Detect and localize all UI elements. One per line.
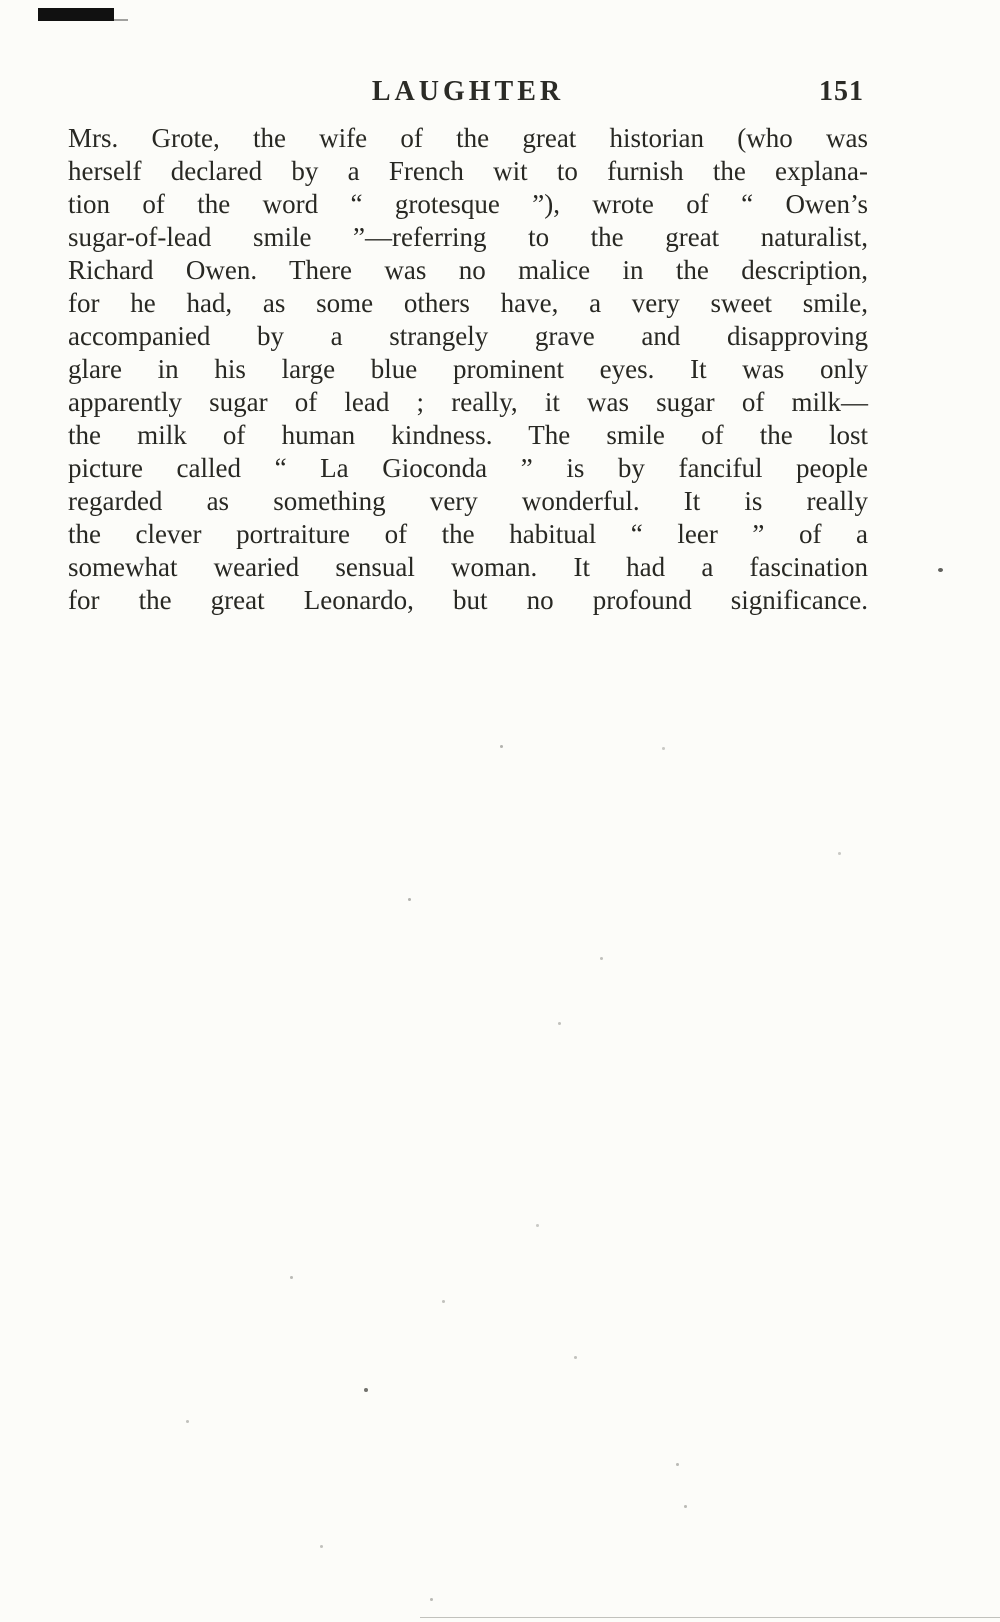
scan-speck xyxy=(574,1356,577,1359)
text-line: somewhat wearied sensual woman. It had a fascination xyxy=(68,552,868,582)
scan-artifact-tail xyxy=(114,19,128,21)
scan-speck xyxy=(186,1420,189,1423)
scan-speck xyxy=(938,568,943,572)
scan-speck xyxy=(442,1300,445,1303)
scan-speck xyxy=(684,1505,687,1508)
text-line: glare in his large blue prominent eyes. It was only xyxy=(68,354,868,384)
text-line: Richard Owen. There was no malice in the description, xyxy=(68,255,868,285)
scan-speck xyxy=(364,1388,368,1392)
text-line: sugar-of-lead smile ”—referring to the great naturalist, xyxy=(68,222,868,252)
text-line: regarded as something very wonderful. It is really xyxy=(68,486,868,516)
scan-speck xyxy=(662,747,665,750)
text-line: for he had, as some others have, a very sweet smile, xyxy=(68,288,868,318)
page-number: 151 xyxy=(819,76,864,107)
scan-speck xyxy=(838,852,841,855)
scan-speck xyxy=(600,957,603,960)
scan-speck xyxy=(408,898,411,901)
scan-speck xyxy=(536,1224,539,1227)
page-header xyxy=(68,76,868,110)
running-title: LAUGHTER xyxy=(371,76,565,107)
text-line: for the great Leonardo, but no profound significance. xyxy=(68,585,868,615)
text-line: Mrs. Grote, the wife of the great historian (who was xyxy=(68,123,868,153)
text-line: herself declared by a French wit to furnish the explana- xyxy=(68,156,868,186)
scan-edge-line xyxy=(420,1617,1000,1618)
scan-speck xyxy=(676,1463,679,1466)
scan-speck xyxy=(290,1276,293,1279)
scan-speck xyxy=(430,1598,433,1601)
text-line: the milk of human kindness. The smile of the lost xyxy=(68,420,868,450)
text-line: the clever portraiture of the habitual “ leer ” of a xyxy=(68,519,868,549)
text-line: tion of the word “ grotesque ”), wrote of “ Owen’s xyxy=(68,189,868,219)
text-line: accompanied by a strangely grave and disapproving xyxy=(68,321,868,351)
paragraph xyxy=(68,122,868,617)
text-line: picture called “ La Gioconda ” is by fanciful people xyxy=(68,453,868,483)
scan-speck xyxy=(500,745,503,748)
scan-speck xyxy=(320,1545,323,1548)
scan-artifact-bar xyxy=(38,8,114,21)
scan-speck xyxy=(558,1022,561,1025)
text-line: apparently sugar of lead ; really, it was sugar of milk— xyxy=(68,387,868,417)
